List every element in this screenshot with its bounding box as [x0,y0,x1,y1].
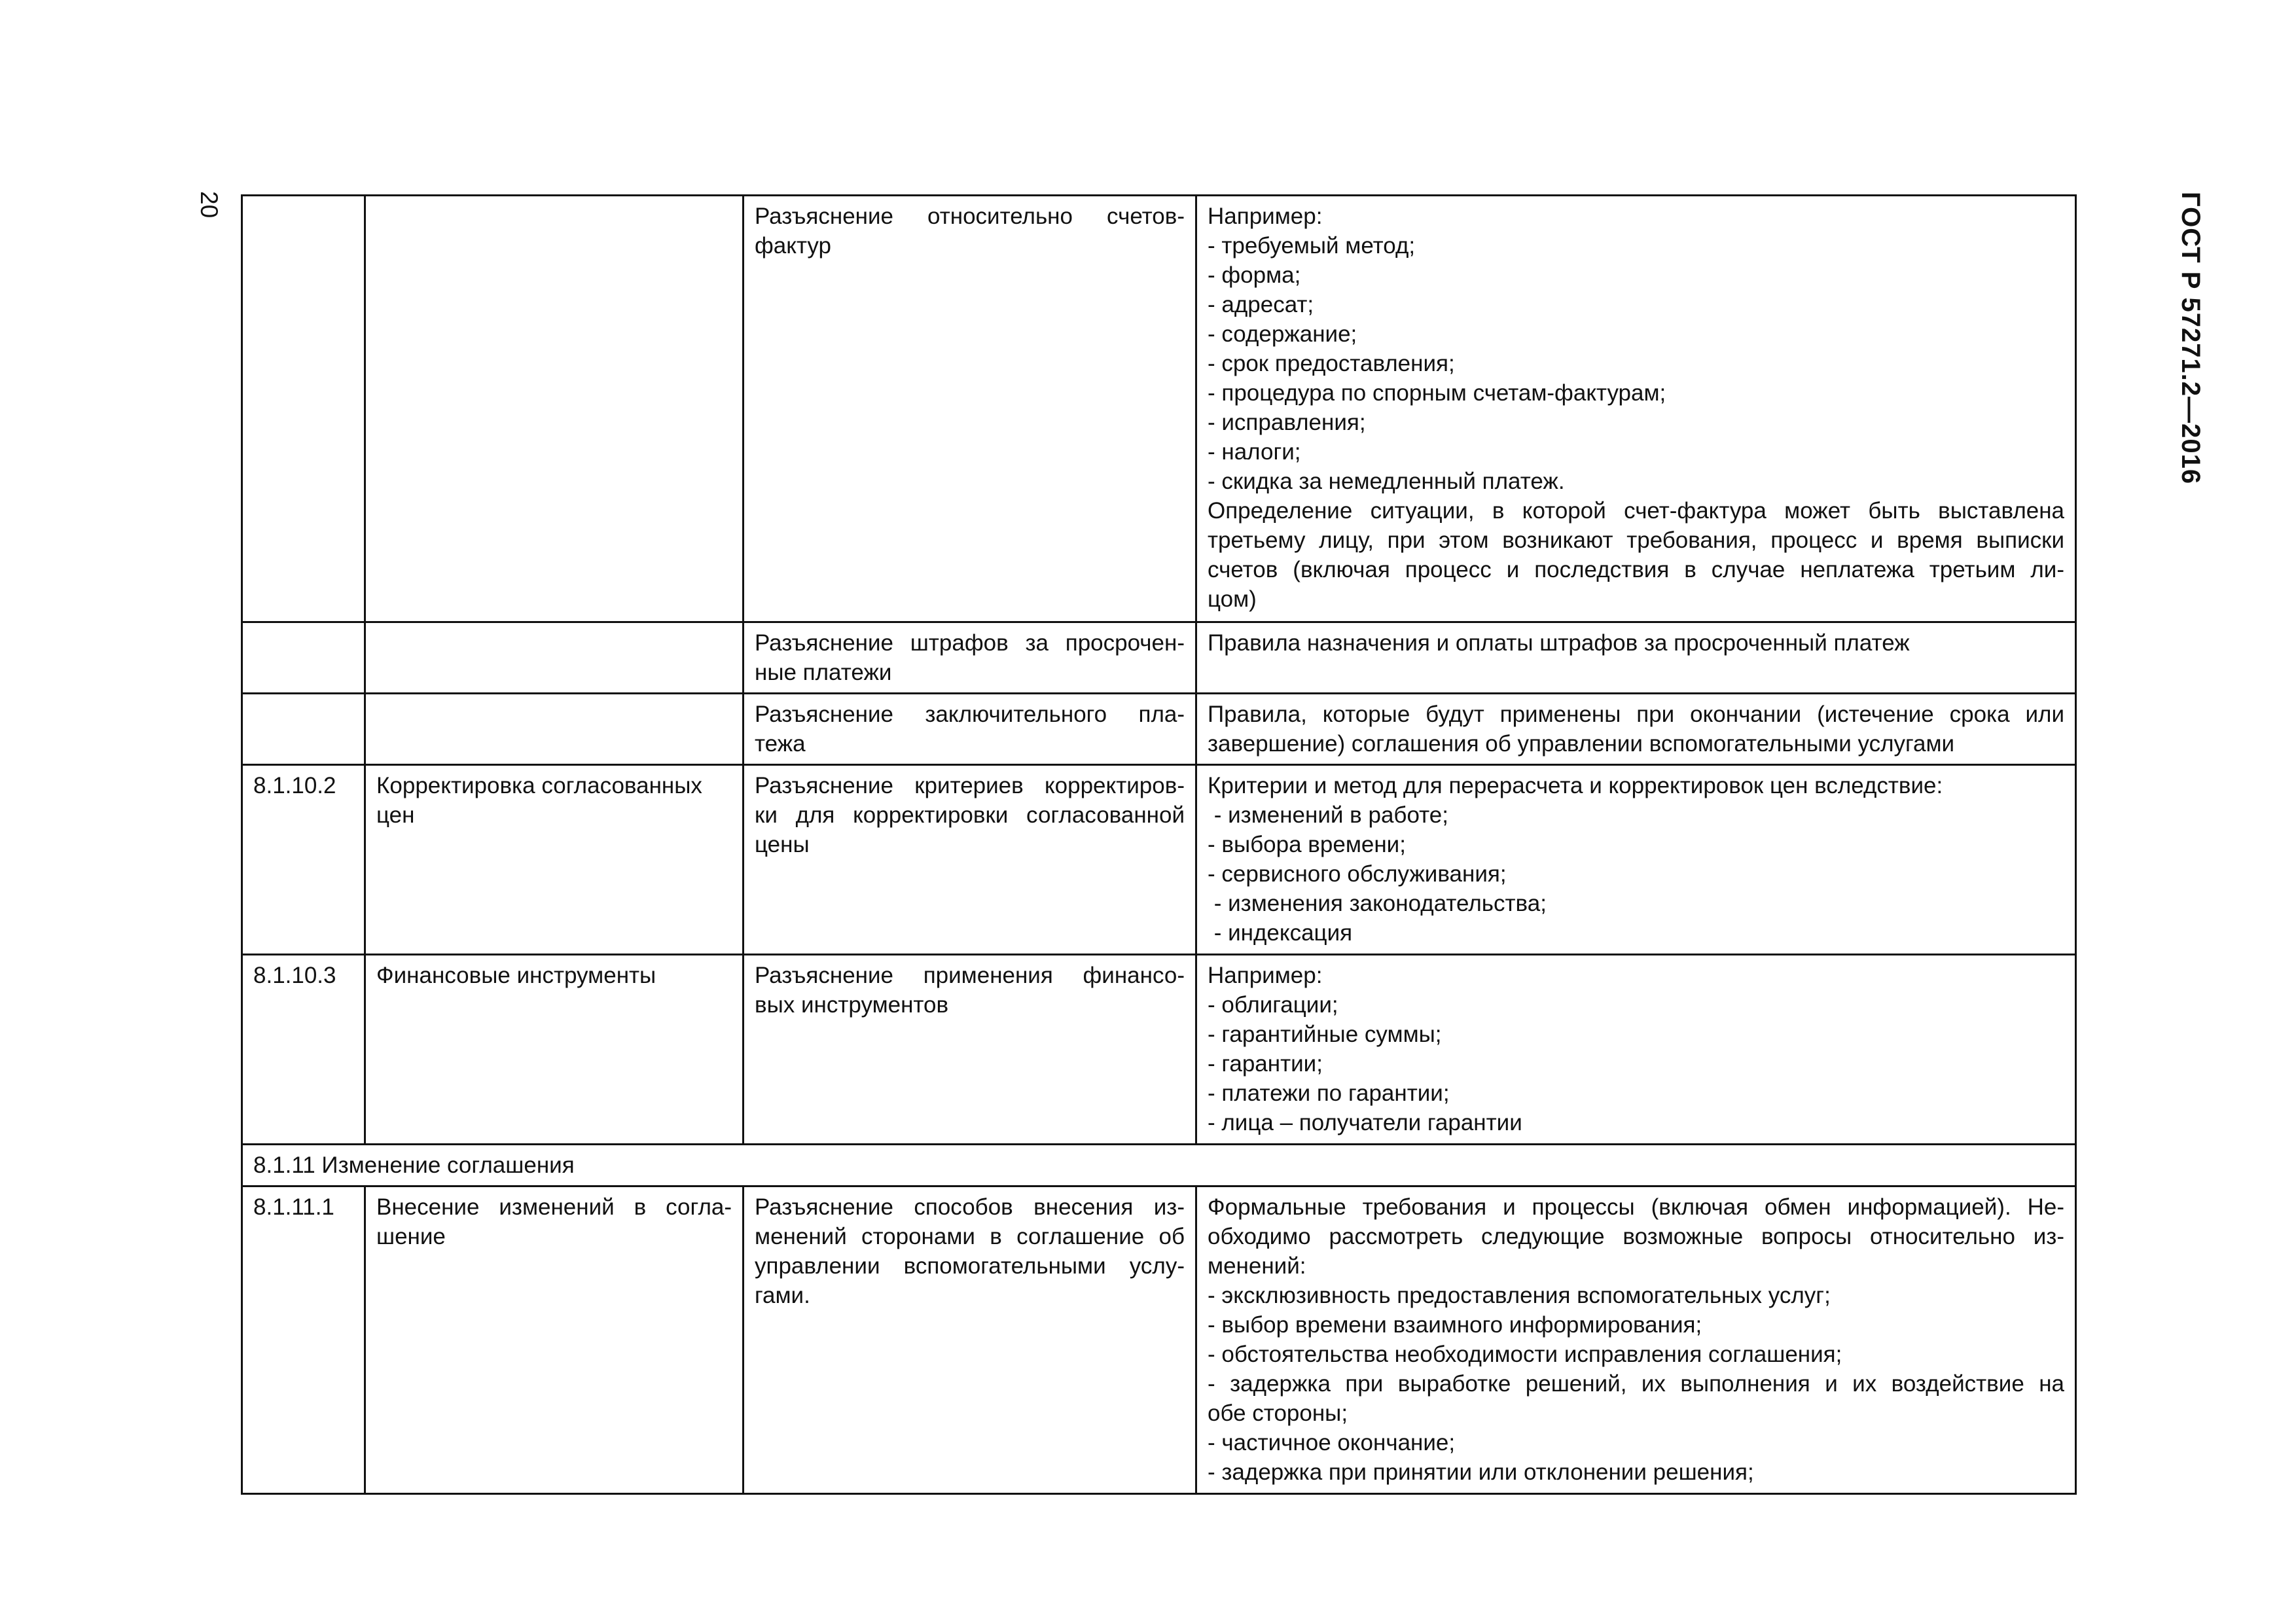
text-line: вых инструментов [755,992,949,1018]
text-line: Правила, которые будут применены при окончании (истечение срока или [1208,702,2064,727]
table-row [242,955,2076,1145]
details-cell [1196,955,2076,1145]
item-number-cell [242,196,365,622]
topic-cell [365,196,744,622]
topic-cell [365,765,744,955]
section-title-cell [242,1145,2076,1186]
text-line: - сервисного обслуживания; [1208,861,1507,887]
text-line: - срок предоставления; [1208,351,1455,376]
item-number: 8.1.10.3 [253,963,336,988]
topic-cell [365,1186,744,1494]
text-line: Финансовые инструменты [376,963,656,988]
text-line: - форма; [1208,262,1301,288]
text-line: Разъяснение критериев корректиров- [755,773,1185,798]
text-line: - платежи по гарантии; [1208,1080,1450,1106]
text-line: фактур [755,233,831,259]
table-row [242,622,2076,694]
clarification-cell [744,622,1196,694]
text-line: - скидка за немедленный платеж. [1208,469,1565,494]
text-line: Внесение изменений в согла- [376,1194,732,1220]
text-line: - содержание; [1208,321,1357,347]
section-row [242,1145,2076,1186]
topic-cell [365,694,744,765]
text-line: цен [376,802,415,828]
item-number-cell [242,955,365,1145]
text-line: - выбора времени; [1208,832,1406,857]
text-line: завершение) соглашения об управлении вспомогательными услугами [1208,731,1955,757]
table-row [242,1186,2076,1494]
text-line: менений: [1208,1253,1306,1279]
topic-cell [365,955,744,1145]
item-number-cell [242,694,365,765]
text-line: Разъяснение применения финансо- [755,963,1185,988]
text-line: обходимо рассмотреть следующие возможные вопросы относительно из- [1208,1224,2064,1249]
clarification-cell [744,694,1196,765]
text-line: управлении вспомогательными услу- [755,1253,1185,1279]
text-line: - налоги; [1208,439,1301,465]
text-line: - гарантийные суммы; [1208,1022,1442,1047]
text-line: - изменения законодательства; [1208,891,1547,916]
text-line: - индексация [1208,920,1353,946]
text-line: Разъяснение штрафов за просрочен- [755,630,1185,656]
text-line: Разъяснение способов внесения из- [755,1194,1185,1220]
text-line: - процедура по спорным счетам-фактурам; [1208,380,1666,406]
section-title: 8.1.11 Изменение соглашения [253,1152,575,1178]
table-row [242,765,2076,955]
text-line: третьему лицу, при этом возникают требования, процесс и время выписки [1208,527,2064,553]
item-number-cell [242,765,365,955]
text-line: - адресат; [1208,292,1314,317]
text-line: ки для корректировки согласованной [755,802,1185,828]
item-number-cell [242,622,365,694]
details-cell [1196,694,2076,765]
text-line: Формальные требования и процессы (включая обмен информацией). Не- [1208,1194,2064,1220]
text-line: - лица – получатели гарантии [1208,1110,1522,1135]
text-line: тежа [755,731,806,757]
details-cell [1196,1186,2076,1494]
table-row [242,694,2076,765]
text-line: Например: [1208,963,1323,988]
text-line: ные платежи [755,660,892,685]
standard-title: ГОСТ Р 57271.2—2016 [2176,192,2205,485]
page-number: 20 [196,191,223,219]
text-line: обе стороны; [1208,1400,1348,1426]
text-line: Корректировка согласованных [376,773,702,798]
clarification-cell [744,196,1196,622]
text-line: - выбор времени взаимного информирования; [1208,1312,1702,1338]
table-row [242,196,2076,622]
text-line: Определение ситуации, в которой счет-фактура может быть выставлена [1208,498,2064,524]
details-cell [1196,765,2076,955]
text-line: Разъяснение заключительного пла- [755,702,1185,727]
details-cell [1196,622,2076,694]
text-line: Например: [1208,204,1323,229]
text-line: - обстоятельства необходимости исправления соглашения; [1208,1342,1842,1367]
text-line: счетов (включая процесс и последствия в случае неплатежа третьим ли- [1208,557,2064,582]
requirements-table [241,194,2077,1495]
text-line: Критерии и метод для перерасчета и корректировок цен вследствие: [1208,773,1943,798]
clarification-cell [744,955,1196,1145]
text-line: Правила назначения и оплаты штрафов за просроченный платеж [1208,630,1910,656]
item-number-cell [242,1186,365,1494]
topic-cell [365,622,744,694]
text-line: гами. [755,1283,810,1308]
clarification-cell [744,1186,1196,1494]
clarification-cell [744,765,1196,955]
text-line: цены [755,832,810,857]
item-number: 8.1.10.2 [253,773,336,798]
text-line: - эксклюзивность предоставления вспомогательных услуг; [1208,1283,1831,1308]
text-line: - задержка при принятии или отклонении решения; [1208,1459,1754,1485]
details-cell [1196,196,2076,622]
text-line: - гарантии; [1208,1051,1323,1077]
text-line: цом) [1208,586,1257,612]
text-line: - задержка при выработке решений, их выполнения и их воздействие на [1208,1371,2064,1397]
text-line: - требуемый метод; [1208,233,1416,259]
text-line: - облигации; [1208,992,1338,1018]
text-line: - частичное окончание; [1208,1430,1456,1455]
text-line: менений сторонами в соглашение об [755,1224,1185,1249]
text-line: - изменений в работе; [1208,802,1448,828]
text-line: - исправления; [1208,410,1366,435]
text-line: Разъяснение относительно счетов- [755,204,1185,229]
item-number: 8.1.11.1 [253,1194,334,1220]
text-line: шение [376,1224,446,1249]
